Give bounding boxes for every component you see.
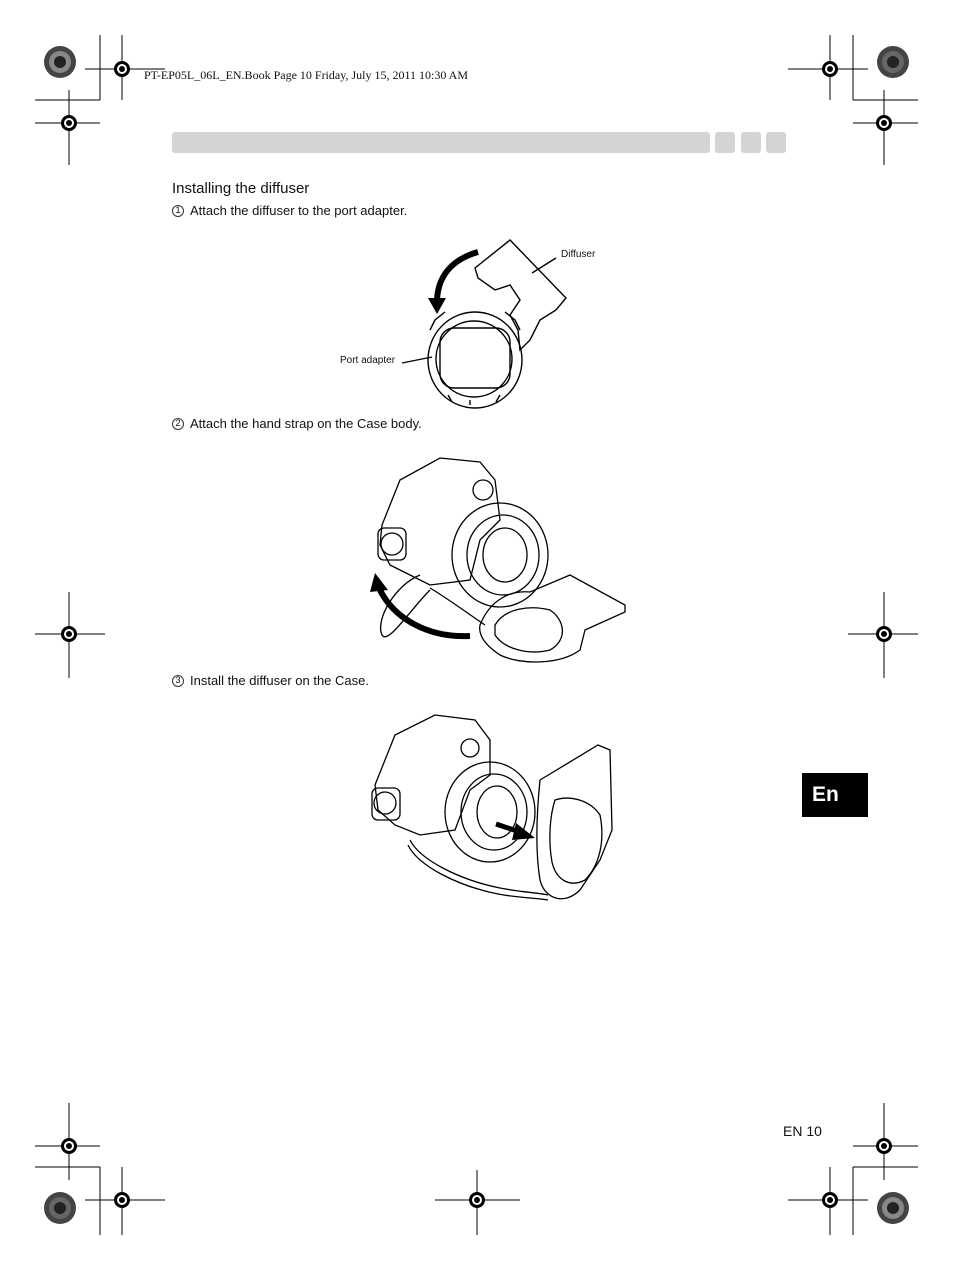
step-number: 1 <box>172 205 184 217</box>
language-tab: En <box>802 773 868 817</box>
label-diffuser: Diffuser <box>561 249 596 260</box>
section-title: Installing the diffuser <box>172 180 310 197</box>
step-text: Attach the diffuser to the port adapter. <box>190 203 408 218</box>
step-text: Install the diffuser on the Case. <box>190 673 369 688</box>
label-port-adapter: Port adapter <box>340 355 396 366</box>
page-number: EN 10 <box>783 1123 822 1139</box>
step-number: 3 <box>172 675 184 687</box>
step-number: 2 <box>172 418 184 430</box>
print-info-header: PT-EP05L_06L_EN.Book Page 10 Friday, July 15, 2011 10:30 AM <box>144 68 469 82</box>
step-text: Attach the hand strap on the Case body. <box>190 416 422 431</box>
